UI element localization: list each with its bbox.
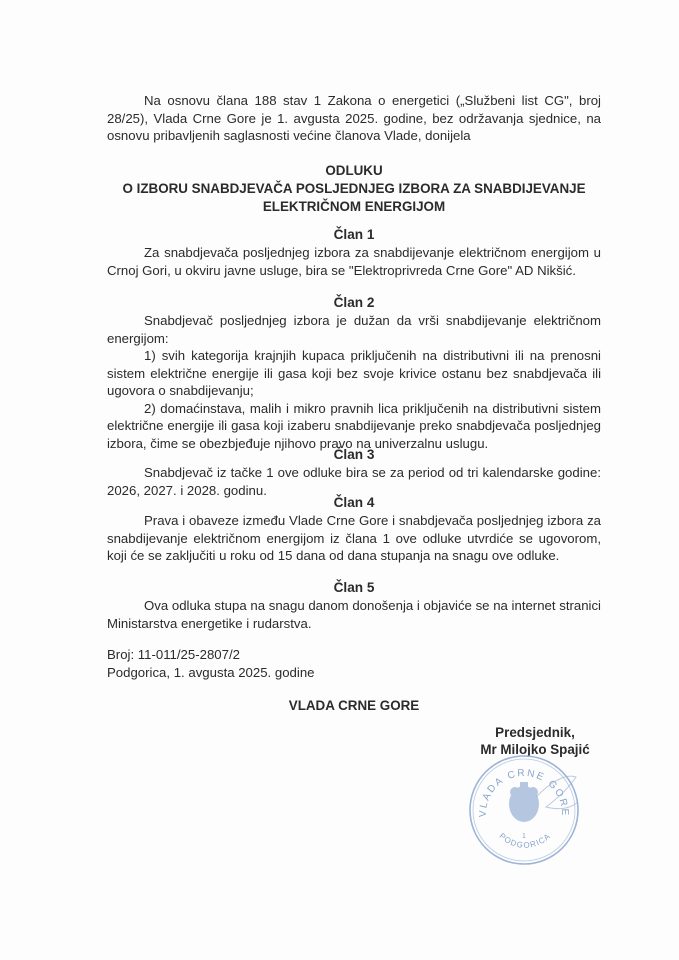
article-2-item-2: 2) domaćinstava, malih i mikro pravnih lica priključenih na distributivni sistem električne energije ili gasa koji izaberu snabdijevanje preko snabdjevača posljednjeg izbora, čime se obezbjeđuje njihovo pravo na univerzalnu uslugu. [107,400,601,451]
signature-role: Predsjednik, [495,725,575,740]
article-2-item-1: 1) svih kategorija krajnjih kupaca priključenih na distributivni ili na prenosni sistem električne energije ili gasa koji bez svoje krivice ostanu bez snabdjevača ili ugovora o snabdijevanju; [107,348,601,398]
article-2-heading: Član 2 [333,295,375,310]
official-stamp [466,752,582,868]
article-1-heading: Član 1 [333,227,375,242]
stamp-seal-icon [466,752,582,868]
title-line-1: ODLUKU [325,163,383,178]
reference-number: Broj: 11-011/25-2807/2 [107,647,240,662]
svg-text:PODGORICA: PODGORICA [497,831,553,850]
article-1-text: Za snabdjevača posljednjeg izbora za snabdijevanje električnom energijom u Crnoj Gori, u okviru javne usluge, bira se "Elektroprivreda Crne Gore" AD Nikšić. [107,245,601,278]
reference-place-date: Podgorica, 1. avgusta 2025. godine [107,664,315,680]
article-1 [107,226,601,279]
article-3 [107,446,601,499]
article-5 [107,579,601,632]
article-4-text: Prava i obaveze između Vlade Crne Gore i snabdjevača posljednjeg izbora za snabdijevanje električnom energijom iz člana 1 ove odluke utvrdiće se ugovorom, koji će se zaključiti u roku od 15 dana od dana stupanja na snagu ove odluke. [107,513,601,563]
article-5-text: Ova odluka stupa na snagu danom donošenja i objaviće se na internet stranici Ministarstva energetike i rudarstva. [107,598,601,631]
article-2 [107,294,601,452]
article-4 [107,494,601,565]
article-3-heading: Član 3 [333,447,375,462]
article-3-text: Snabdjevač iz tačke 1 ove odluke bira se za period od tri kalendarske godine: 2026, 2027. i 2028. godinu. [107,465,601,498]
reference-block [107,646,601,681]
preamble: Na osnovu člana 188 stav 1 Zakona o energetici („Službeni list CG", broj 28/25), Vlada Crne Gore je 1. avgusta 2025. godine, bez održavanja sjednice, na osnovu pribavljenih saglasnosti većine članova Vlade, donijela [107,93,601,143]
article-2-intro: Snabdjevač posljednjeg izbora je dužan da vrši snabdijevanje električnom energijom: [107,313,601,346]
svg-text:1: 1 [522,833,526,840]
document-title [100,162,608,216]
preamble-block [107,92,601,145]
issuer-block [107,698,601,713]
article-5-heading: Član 5 [333,580,375,595]
article-4-heading: Član 4 [333,495,375,510]
title-line-2: O IZBORU SNABDJEVAČA POSLJEDNJEG IZBORA ZA SNABDIJEVANJE ELEKTRIČNOM ENERGIJOM [122,181,586,214]
svg-text:VLADA CRNE GORE: VLADA CRNE GORE [477,767,571,818]
signature-name: Mr Milojko Spajić [480,742,590,757]
issuer-name: VLADA CRNE GORE [288,698,420,713]
